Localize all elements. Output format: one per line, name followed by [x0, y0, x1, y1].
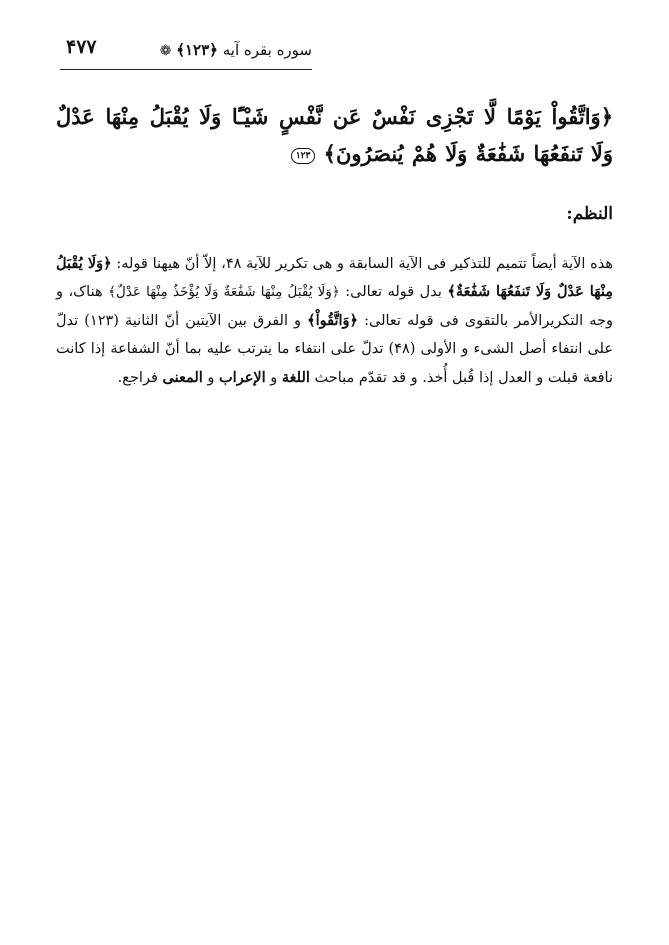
quran-verse — [56, 98, 613, 172]
body-text-3: هناک، و وجه التکریرالأمر بالتقوی فی قوله تعالی: — [56, 284, 613, 329]
quote-3: ﴿وَاتَّقُواْ﴾ — [307, 311, 359, 329]
body-text-1: هذه الآیة أیضاً تتمیم للتذکیر فی الآیة السابقة و هی تکریر للآیة ۴۸، إلاّ أنّ هیهنا قوله: — [111, 256, 614, 272]
header-title — [160, 38, 312, 63]
verse-close-bracket: ﴾ — [323, 141, 336, 166]
verse-number-badge: ١٢٣ — [291, 148, 316, 164]
header-close-bracket: ﴾ — [176, 41, 185, 59]
header-verse-number: ١٢٣ — [185, 41, 210, 59]
body-text-4: و الفرق بین الآیتین أنّ الثانیة (١٢٣) تدلّ علی انتفاء أصل الشیء و الأولی (۴۸) تدلّ علی انتفاء ما یترتب علیه بما أنّ الشفاعة إذا کانت نافعة قبلت و العدل إذا قُبل أُخذ. و قد تقدّم مباحث — [56, 312, 613, 386]
surah-label: سوره بقره آیه — [222, 41, 312, 59]
emphasis-mana: المعنی — [162, 368, 203, 386]
ornament-icon: ❁ — [159, 43, 172, 59]
section-heading: النظم: — [566, 204, 613, 224]
verse-text: وَاتَّقُواْ يَوْمًا لَّا تَجْزِى نَفْسٌ عَن نَّفْسٍ شَيْـًٔا وَلَا يُقْبَلُ مِنْهَا عَدْلٌ وَلَا تَنفَعُهَا شَفَٰعَةٌ وَلَا هُمْ يُنصَرُونَ — [56, 104, 613, 166]
header-divider — [60, 69, 312, 70]
header-open-bracket: ﴿ — [209, 41, 218, 59]
conjunction-1: و — [265, 369, 282, 386]
running-header — [60, 38, 312, 68]
conjunction-2: و — [202, 369, 220, 386]
quote-1: ﴿وَلَا يُقْبَلُ مِنْهَا عَدْلٌ وَلَا تَنفَعُهَا شَفَٰعَةٌ﴾ — [56, 255, 613, 301]
page-number: ۴۷۷ — [66, 36, 97, 58]
body-text-2: بدل قوله تعالی: — [339, 284, 448, 301]
body-paragraph — [56, 250, 613, 392]
verse-open-bracket: ﴿ — [600, 104, 613, 129]
emphasis-irab: الإعراب — [219, 368, 266, 386]
body-text-5: فراجع. — [117, 369, 163, 386]
quote-2: ﴿وَلَا يُقْبَلُ مِنْهَا شَفَٰعَةٌ وَلَا يُؤْخَذُ مِنْهَا عَدْلٌ﴾ — [108, 284, 340, 301]
emphasis-lugha: اللغة — [281, 368, 310, 386]
